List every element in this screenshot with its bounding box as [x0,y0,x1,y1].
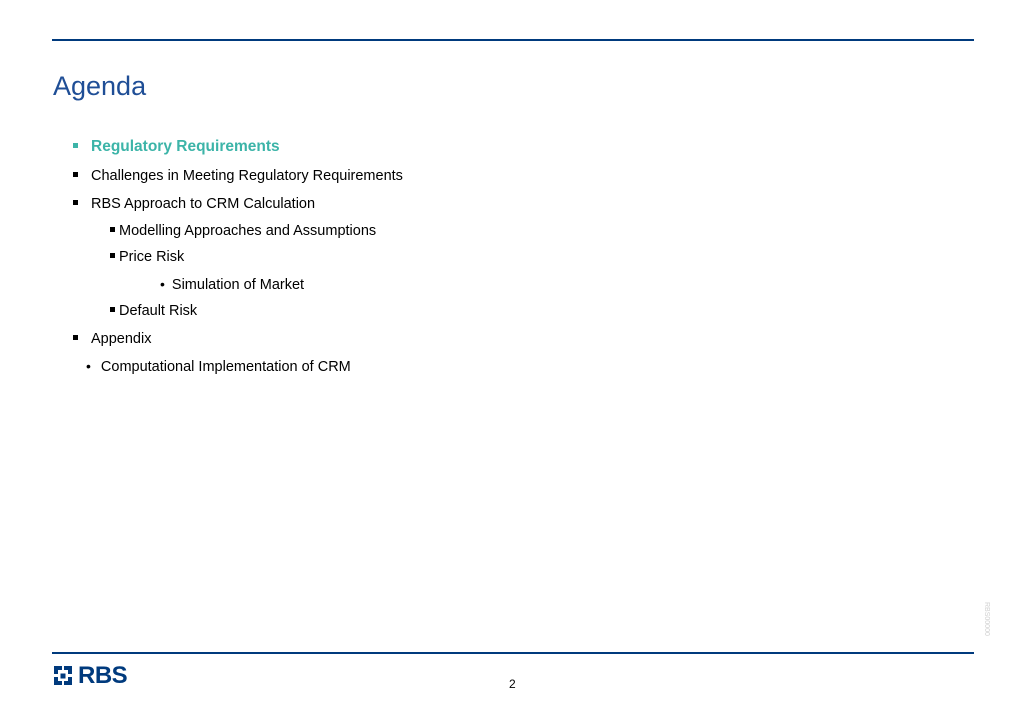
agenda-subitem-simulation-of-market [160,275,304,294]
square-bullet-icon [110,227,115,232]
square-bullet-icon [110,307,115,312]
agenda-subitem-price-risk [110,248,184,266]
agenda-item-label: Price Risk [119,249,185,265]
square-bullet-icon [110,253,115,258]
rbs-daisy-wheel-icon [52,665,74,687]
agenda-item-label: Computational Implementation of CRM [100,359,351,375]
square-bullet-icon [73,172,78,177]
agenda-subitem-default-risk [110,302,197,320]
agenda-item-label: Default Risk [119,303,198,319]
agenda-item-label: Appendix [91,331,152,347]
agenda-item-label: Simulation of Market [171,277,305,293]
agenda-item-label: Challenges in Meeting Regulatory Requirements [91,168,403,184]
agenda-item-label: RBS Approach to CRM Calculation [91,196,316,212]
agenda-subitem-modelling-approaches [110,222,376,240]
agenda-item-rbs-approach [73,195,315,213]
dot-bullet-icon: • [86,358,91,374]
agenda-item-computational-implementation [86,357,351,376]
square-bullet-icon [73,335,78,340]
agenda-item-challenges [73,167,403,185]
agenda-item-label: Modelling Approaches and Assumptions [119,223,377,239]
square-bullet-icon [73,200,78,205]
footer-rule [52,652,974,654]
page-number: 2 [509,677,516,691]
page-title: Agenda [53,71,147,102]
square-bullet-icon [73,143,78,148]
header-rule [52,39,974,41]
agenda-item-regulatory-requirements [73,138,280,156]
agenda-item-label: Regulatory Requirements [91,138,280,155]
agenda-item-appendix [73,330,151,348]
document-code: RBS00000 [983,602,990,636]
dot-bullet-icon: • [160,276,165,292]
rbs-logo [52,662,128,689]
logo-text: RBS [78,662,128,689]
